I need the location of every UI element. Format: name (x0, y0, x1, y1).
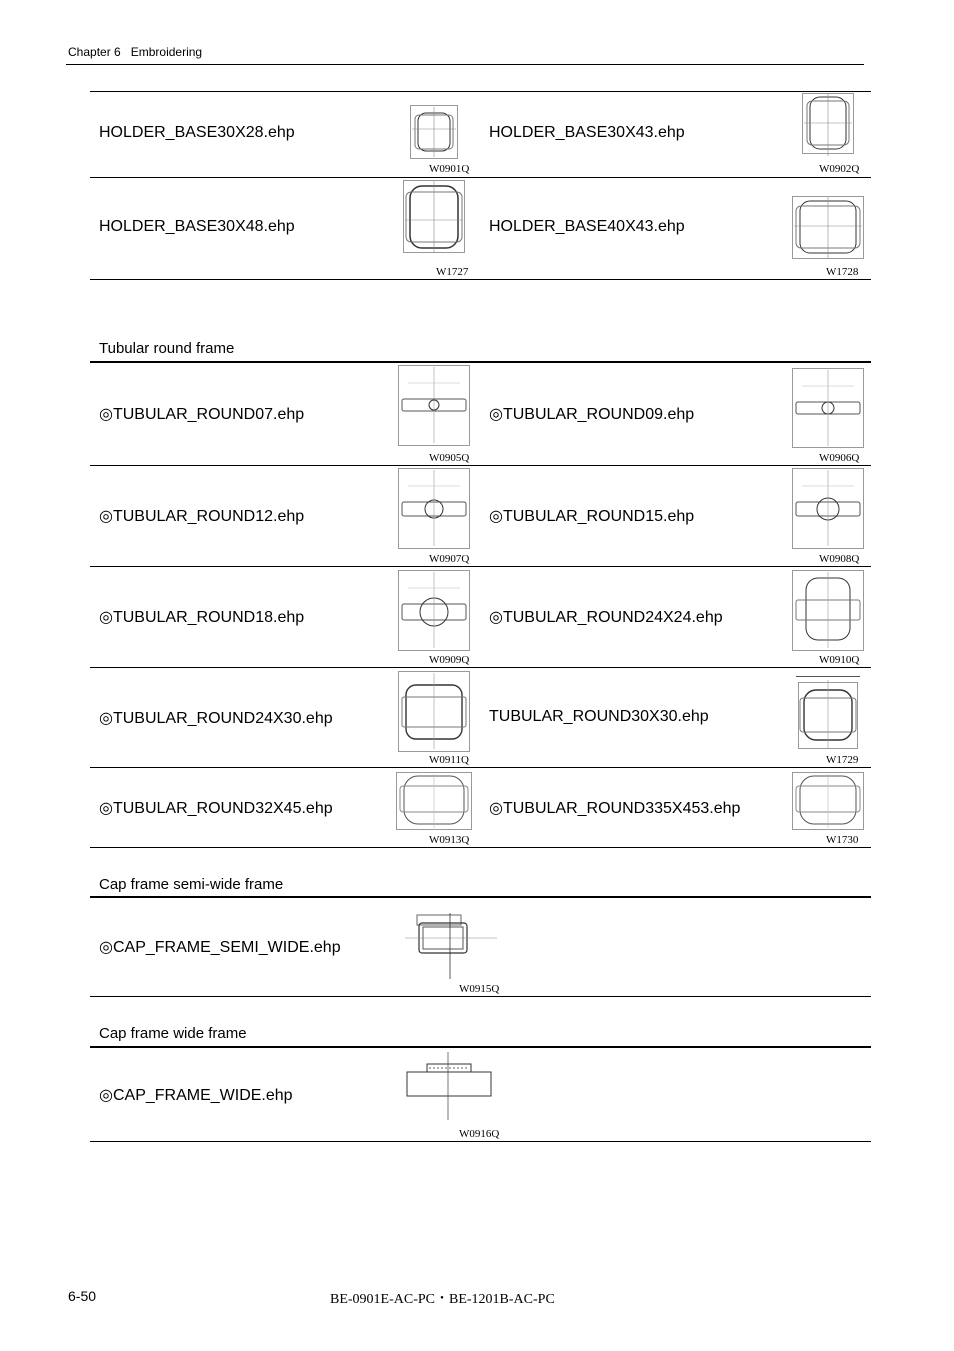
frame-diagram (398, 365, 470, 446)
figure-code: W0911Q (429, 754, 469, 766)
figure-code: W0906Q (819, 452, 860, 464)
frame-file-label: ◎CAP_FRAME_SEMI_WIDE.ehp (99, 939, 341, 956)
table-rule (90, 996, 871, 997)
figure-code: W1727 (436, 266, 469, 278)
frame-diagram (398, 570, 470, 651)
frame-file-label: ◎TUBULAR_ROUND335X453.ehp (489, 800, 741, 817)
page-number: 6-50 (68, 1288, 97, 1304)
frame-diagram (802, 93, 854, 157)
table-rule (90, 667, 871, 668)
header-rule (66, 64, 864, 65)
table-rule (90, 1141, 871, 1142)
section-rule (90, 896, 871, 898)
frame-file-label: HOLDER_BASE30X48.ehp (99, 218, 295, 235)
figure-code: W0910Q (819, 654, 860, 666)
table-rule (90, 177, 871, 178)
figure-code: W0905Q (429, 452, 470, 464)
frame-file-label: ◎TUBULAR_ROUND07.ehp (99, 406, 305, 423)
frame-file-label: HOLDER_BASE40X43.ehp (489, 218, 685, 235)
frame-file-label: ◎TUBULAR_ROUND09.ehp (489, 406, 695, 423)
frame-diagram (796, 676, 860, 750)
chapter-title: Embroidering (130, 45, 203, 59)
table-rule (90, 91, 871, 92)
table-rule (90, 465, 871, 466)
section-title: Cap frame wide frame (99, 1025, 247, 1042)
figure-code: W0915Q (459, 983, 500, 995)
chapter-label: Chapter 6 (68, 45, 121, 59)
frame-diagram (405, 913, 497, 981)
frame-diagram (398, 671, 470, 752)
figure-code: W0908Q (819, 553, 860, 565)
frame-file-label: ◎TUBULAR_ROUND12.ehp (99, 508, 305, 525)
frame-diagram (792, 368, 864, 448)
frame-diagram (398, 468, 470, 549)
frame-diagram (792, 570, 864, 651)
figure-code: W0902Q (819, 163, 860, 175)
section-title: Tubular round frame (99, 340, 235, 357)
section-rule (90, 1046, 871, 1048)
frame-file-label: ◎CAP_FRAME_WIDE.ehp (99, 1087, 293, 1104)
frame-diagram (405, 1052, 495, 1122)
table-rule (90, 767, 871, 768)
table-rule (90, 566, 871, 567)
table-rule (90, 847, 871, 848)
frame-file-label: ◎TUBULAR_ROUND32X45.ehp (99, 800, 333, 817)
frame-file-label: TUBULAR_ROUND30X30.ehp (489, 708, 709, 725)
running-header (68, 45, 202, 59)
frame-file-label: ◎TUBULAR_ROUND24X30.ehp (99, 710, 333, 727)
frame-diagram (792, 196, 864, 260)
table-rule (90, 279, 871, 280)
figure-code: W0901Q (429, 163, 470, 175)
frame-file-label: HOLDER_BASE30X28.ehp (99, 124, 295, 141)
figure-code: W1730 (826, 834, 859, 846)
model-name: BE-0901E-AC-PC・BE-1201B-AC-PC (330, 1292, 555, 1307)
figure-code: W1729 (826, 754, 859, 766)
frame-diagram (410, 105, 458, 159)
frame-diagram (792, 772, 864, 830)
frame-file-label: ◎TUBULAR_ROUND18.ehp (99, 609, 305, 626)
frame-file-label: HOLDER_BASE30X43.ehp (489, 124, 685, 141)
figure-code: W0913Q (429, 834, 470, 846)
frame-diagram (396, 772, 472, 830)
frame-file-label: ◎TUBULAR_ROUND24X24.ehp (489, 609, 723, 626)
section-rule (90, 361, 871, 363)
frame-file-label: ◎TUBULAR_ROUND15.ehp (489, 508, 695, 525)
figure-code: W1728 (826, 266, 859, 278)
frame-diagram (792, 468, 864, 549)
section-title: Cap frame semi-wide frame (99, 876, 284, 893)
figure-code: W0909Q (429, 654, 470, 666)
frame-diagram (403, 180, 465, 254)
figure-code: W0907Q (429, 553, 470, 565)
figure-code: W0916Q (459, 1128, 500, 1140)
